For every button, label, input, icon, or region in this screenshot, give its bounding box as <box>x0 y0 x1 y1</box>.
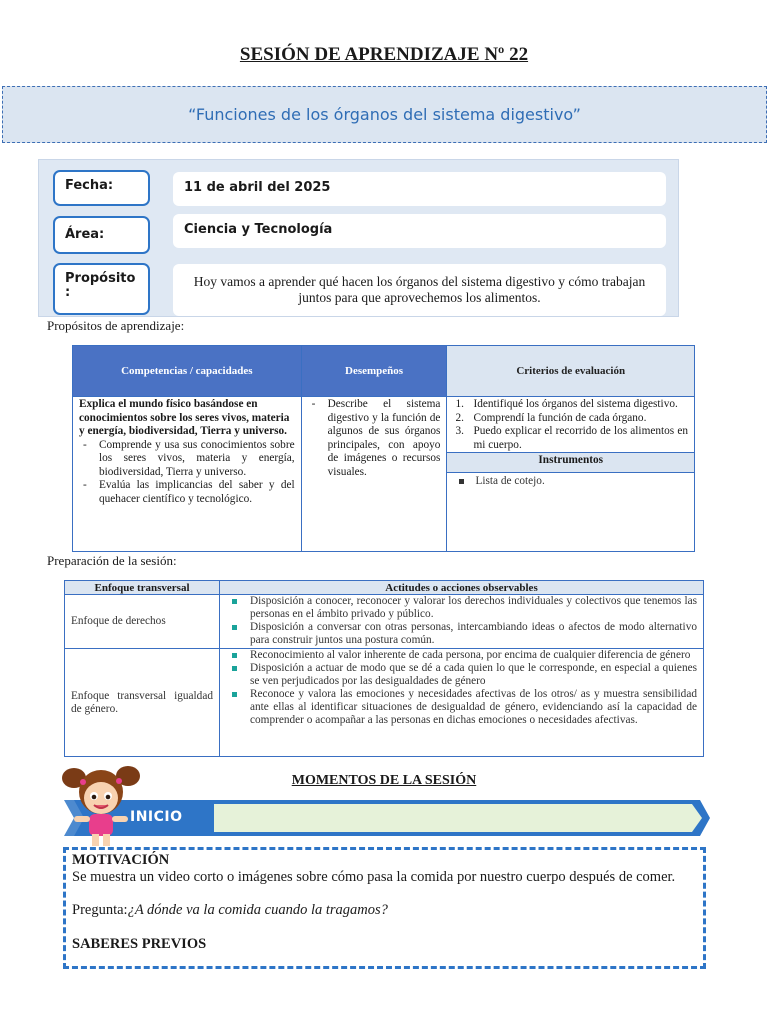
motivacion-text: Se muestra un video corto o imágenes sobre cómo pasa la comida por nuestro cuerpo después de comer. <box>72 869 676 885</box>
criterios-list <box>453 398 688 452</box>
list-item: Disposición a conocer, reconocer y valorar los derechos individuales y colectivos que tenemos las personas en el ámbito privado y público. <box>226 595 697 621</box>
header-enfoque: Enfoque transversal <box>65 581 220 595</box>
list-item: 3. Puedo explicar el recorrido de los alimentos en mi cuerpo. <box>455 425 688 451</box>
enfoque-igualdad: Enfoque transversal igualdad de género. <box>65 649 220 757</box>
area-label: Área: <box>53 216 150 254</box>
motivacion-box <box>63 847 706 969</box>
list-item: Disposición a actuar de modo que se dé a cada quien lo que le corresponde, en especial a quienes se ven perjudicados por las desigualdades de género <box>226 662 697 688</box>
competencias-table <box>72 345 695 552</box>
pregunta-line <box>72 902 697 919</box>
enfoque-derechos: Enfoque de derechos <box>65 595 220 649</box>
header-acciones: Actitudes o acciones observables <box>220 581 704 595</box>
pregunta-label: Pregunta: <box>72 902 128 918</box>
header-competencias: Competencias / capacidades <box>73 346 302 397</box>
fecha-label: Fecha: <box>53 170 150 206</box>
list-item: Disposición a conversar con otras personas, intercambiando ideas o afectos de modo alternativo para construir juntos una postura común. <box>226 621 697 647</box>
momentos-title: MOMENTOS DE LA SESIÓN <box>291 773 477 788</box>
list-item: - Evalúa las implicancias del saber y del quehacer científico y tecnológico. <box>79 479 295 506</box>
preparacion-label: Preparación de la sesión: <box>47 553 177 568</box>
proposito-label: Propósito : <box>53 263 150 315</box>
instrumentos-list <box>453 475 688 489</box>
inicio-label: INICIO <box>130 809 183 825</box>
propositos-label: Propósitos de aprendizaje: <box>47 318 185 333</box>
list-item: - Describe el sistema digestivo y la función de algunos de sus órganos principales, con apoyo de imágenes o recursos visuales. <box>308 398 441 479</box>
header-criterios: Criterios de evaluación <box>447 346 695 397</box>
list-item: 1. Identifiqué los órganos del sistema digestivo. <box>455 398 678 410</box>
list-item: Reconocimiento al valor inherente de cada persona, por encima de cualquier diferencia de género <box>226 649 697 662</box>
info-panel <box>38 159 679 317</box>
list-item: Reconoce y valora las emociones y necesidades afectivas de los otros/ as y muestra sensibilidad ante ellas al identificar situaciones de desigualdad de género, evidenciando así la capacidad de comprender o acompañar a las personas en dichas emociones o necesidades afectivas. <box>226 688 697 727</box>
proposito-value: Hoy vamos a aprender qué hacen los órganos del sistema digestivo y cómo trabajan juntos para que aprovechemos los alimentos. <box>173 264 666 316</box>
saberes-heading: SABERES PREVIOS <box>72 936 207 952</box>
motivacion-heading: MOTIVACIÓN <box>72 852 170 868</box>
instrumentos-heading: Instrumentos <box>447 452 694 473</box>
session-subtitle-box <box>2 86 767 143</box>
list-item: - Comprende y usa sus conocimientos sobre los seres vivos, materia y energía, biodiversidad, Tierra y universo. <box>79 439 295 480</box>
desempenos-list <box>308 398 441 479</box>
page-title: SESIÓN DE APRENDIZAJE Nº 22 <box>239 44 529 65</box>
girl-cartoon-icon <box>56 760 146 850</box>
capacidades-list <box>79 439 295 507</box>
competencia-title: Explica el mundo físico basándose en conocimientos sobre los seres vivos, materia y energía, biodiversidad, Tierra y universo. <box>79 398 290 437</box>
pregunta-text: ¿A dónde va la comida cuando la tragamos? <box>127 902 388 918</box>
acciones-list <box>226 649 697 727</box>
header-desempenos: Desempeños <box>301 346 447 397</box>
list-item: 2. Comprendí la función de cada órgano. <box>455 411 647 424</box>
area-value: Ciencia y Tecnología <box>173 214 666 248</box>
enfoques-table <box>64 580 704 757</box>
fecha-value: 11 de abril del 2025 <box>173 172 666 206</box>
list-item: Lista de cotejo. <box>453 475 688 489</box>
session-subtitle: “Funciones de los órganos del sistema digestivo” <box>188 105 581 124</box>
acciones-list <box>226 595 697 647</box>
